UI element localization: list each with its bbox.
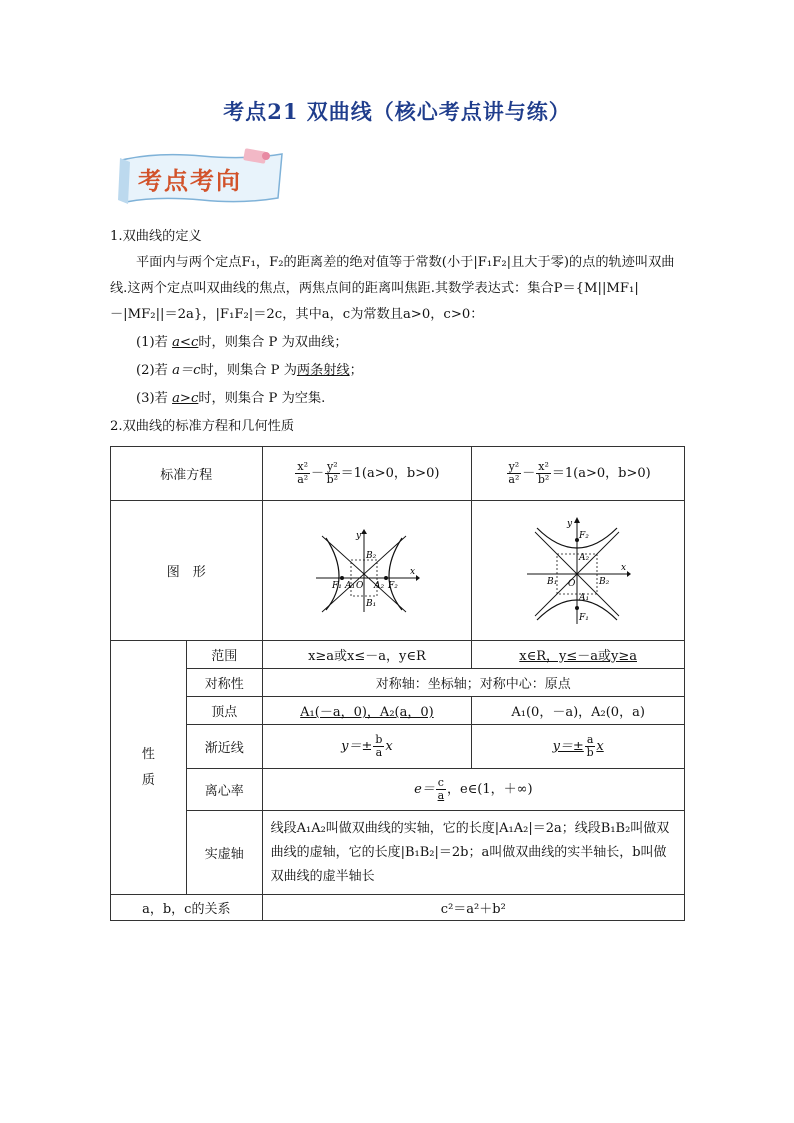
table-row (111, 697, 685, 725)
case-end: ； (349, 363, 363, 378)
props-label-char-2: 质 (141, 772, 155, 788)
eq-rest: ＝1(a>0，b>0) (551, 466, 651, 481)
case-prefix: (1)若 (136, 335, 173, 350)
fig-label-B2: B₂ (599, 576, 610, 587)
case-1 (110, 330, 685, 356)
fig-label-x: x (409, 566, 416, 577)
fig-label-A2: A₂ (373, 580, 385, 591)
fig-label-O: O (355, 580, 364, 591)
case-mid: 时，则集合 P 为 (198, 391, 295, 406)
vertex-2: A₁(0，－a)，A₂(0，a) (472, 697, 685, 725)
table-row (111, 811, 685, 895)
fig-label-A2: A₂ (579, 552, 590, 563)
case-result: 空集 (294, 391, 322, 406)
asym-pre: y＝± (552, 739, 584, 754)
fraction (436, 777, 446, 802)
range-2: x∈R，y≤－a或y≥a (472, 641, 685, 669)
fraction (507, 461, 522, 486)
vertex-label: 顶点 (186, 697, 262, 725)
case-prefix: (3)若 (136, 391, 173, 406)
hyperbola-horizontal-figure (312, 528, 422, 614)
symmetry-label: 对称性 (186, 669, 262, 697)
vertex-1: A₁(－a，0)，A₂(a，0) (262, 697, 472, 725)
frac-num: a (586, 733, 594, 746)
ecc-pre: e＝ (414, 782, 435, 797)
case-condition: a＝c (172, 363, 201, 378)
abc-value: c²＝a²＋b² (262, 895, 684, 921)
fig-label-B1: B₁ (365, 598, 377, 609)
asym-post: x (596, 739, 604, 754)
frac-den: a² (297, 473, 309, 486)
table-row (111, 725, 685, 769)
fraction (536, 461, 551, 486)
figure-label: 图 形 (111, 501, 263, 641)
fig-label-F1: F₁ (579, 612, 589, 623)
frac-num: y² (327, 460, 338, 473)
abc-label: a，b，c的关系 (111, 895, 263, 921)
fig-label-A1: A₁ (579, 592, 590, 603)
fig-label-B1: B₁ (547, 576, 558, 587)
ecc-post: ，e∈(1，＋∞) (446, 782, 533, 797)
ecc-label: 离心率 (186, 769, 262, 811)
fraction (325, 461, 340, 486)
case-result: 两条射线 (296, 363, 350, 378)
fraction (373, 734, 384, 759)
case-2 (110, 358, 685, 384)
frac-num: x² (538, 460, 549, 473)
fig-label-x: x (621, 562, 627, 573)
symmetry-value: 对称轴：坐标轴；对称中心：原点 (262, 669, 684, 697)
axis-text: 线段A₁A₂叫做双曲线的实轴，它的长度|A₁A₂|＝2a；线段B₁B₂叫做双曲线的虚轴，它的长度|B₁B₂|＝2b；a叫做双曲线的实半轴长，b叫做双曲线的虚半轴长 (262, 811, 684, 895)
table-row (111, 447, 685, 501)
section-badge (116, 148, 288, 204)
frac-den: a (375, 746, 383, 759)
asymptote-2 (472, 725, 685, 769)
fraction (295, 461, 310, 486)
range-label: 范围 (186, 641, 262, 669)
case-mid: 时，则集合 P 为 (200, 363, 297, 378)
definition-text: 平面内与两个定点F₁，F₂的距离差的绝对值等于常数(小于|F₁F₂|且大于零)的点的轨迹叫双曲线.这两个定点叫双曲线的焦点，两焦点间的距离叫焦距.其数学表达式：集合P＝{M||MF₁|－|MF₂||＝2a}，|F₁F₂|＝2c，其中a，c为常数且a>0，c>0： (110, 255, 675, 322)
case-3 (110, 386, 685, 412)
case-end: ； (334, 335, 348, 350)
badge-text: 考点考向 (138, 167, 242, 195)
table-row (111, 669, 685, 697)
props-label (111, 641, 187, 895)
asymptote-1 (262, 725, 472, 769)
eq-rest: ＝1(a>0，b>0) (340, 466, 440, 481)
range-1: x≥a或x≤－a，y∈R (262, 641, 472, 669)
case-condition: a>c (172, 391, 199, 406)
frac-num: b (375, 733, 383, 746)
table-row (111, 895, 685, 921)
fig-label-F2: F₂ (387, 580, 398, 591)
table-row (111, 501, 685, 641)
asym-post: x (385, 739, 393, 754)
eq-cell-1: $\frac{\text{x²}}{\text{a²}}$ － $\frac{\text{y²}}{\text{b²}}$ ＝1(a>0，b>0) (262, 447, 472, 501)
frac-num: c (437, 776, 444, 789)
ecc-value (262, 769, 684, 811)
case-mid: 时，则集合 P 为 (198, 335, 295, 350)
frac-den: a² (508, 473, 520, 486)
case-condition: a<c (172, 335, 199, 350)
case-prefix: (2)若 (136, 363, 173, 378)
section1-heading: 1.双曲线的定义 (110, 229, 202, 244)
frac-den: a (437, 789, 445, 802)
props-label-char-1: 性 (141, 746, 155, 762)
table-row (111, 769, 685, 811)
frac-den: b² (326, 473, 339, 486)
table-row (111, 641, 685, 669)
fig-label-F1: F₁ (331, 580, 342, 591)
eq-cell-2: $\frac{\text{y²}}{\text{a²}}$ － $\frac{\text{x²}}{\text{b²}}$ ＝1(a>0，b>0) (472, 447, 685, 501)
fraction (585, 734, 596, 759)
fig-label-y: y (355, 530, 362, 541)
case-end: . (321, 391, 326, 406)
axis-label: 实虚轴 (186, 811, 262, 895)
section2-heading: 2.双曲线的标准方程和几何性质 (110, 419, 295, 434)
frac-den: b² (537, 473, 550, 486)
asym-pre: y＝± (341, 739, 373, 754)
properties-table (110, 446, 685, 921)
asymptote-label: 渐近线 (186, 725, 262, 769)
figure-cell-1 (262, 501, 472, 641)
fig-label-A1: A₁ (344, 580, 356, 591)
frac-num: y² (508, 460, 520, 473)
hyperbola-vertical-figure (523, 516, 633, 626)
fig-label-y: y (567, 518, 573, 529)
figure-cell-2 (472, 501, 685, 641)
fig-label-O: O (568, 578, 576, 589)
fig-label-F2: F₂ (579, 530, 589, 541)
frac-num: x² (297, 460, 309, 473)
page-title: 考点21 双曲线（核心考点讲与练） (223, 99, 571, 124)
fig-label-B2: B₂ (365, 550, 377, 561)
frac-den: b (586, 746, 594, 759)
std-eq-label: 标准方程 (111, 447, 263, 501)
case-result: 双曲线 (294, 335, 335, 350)
